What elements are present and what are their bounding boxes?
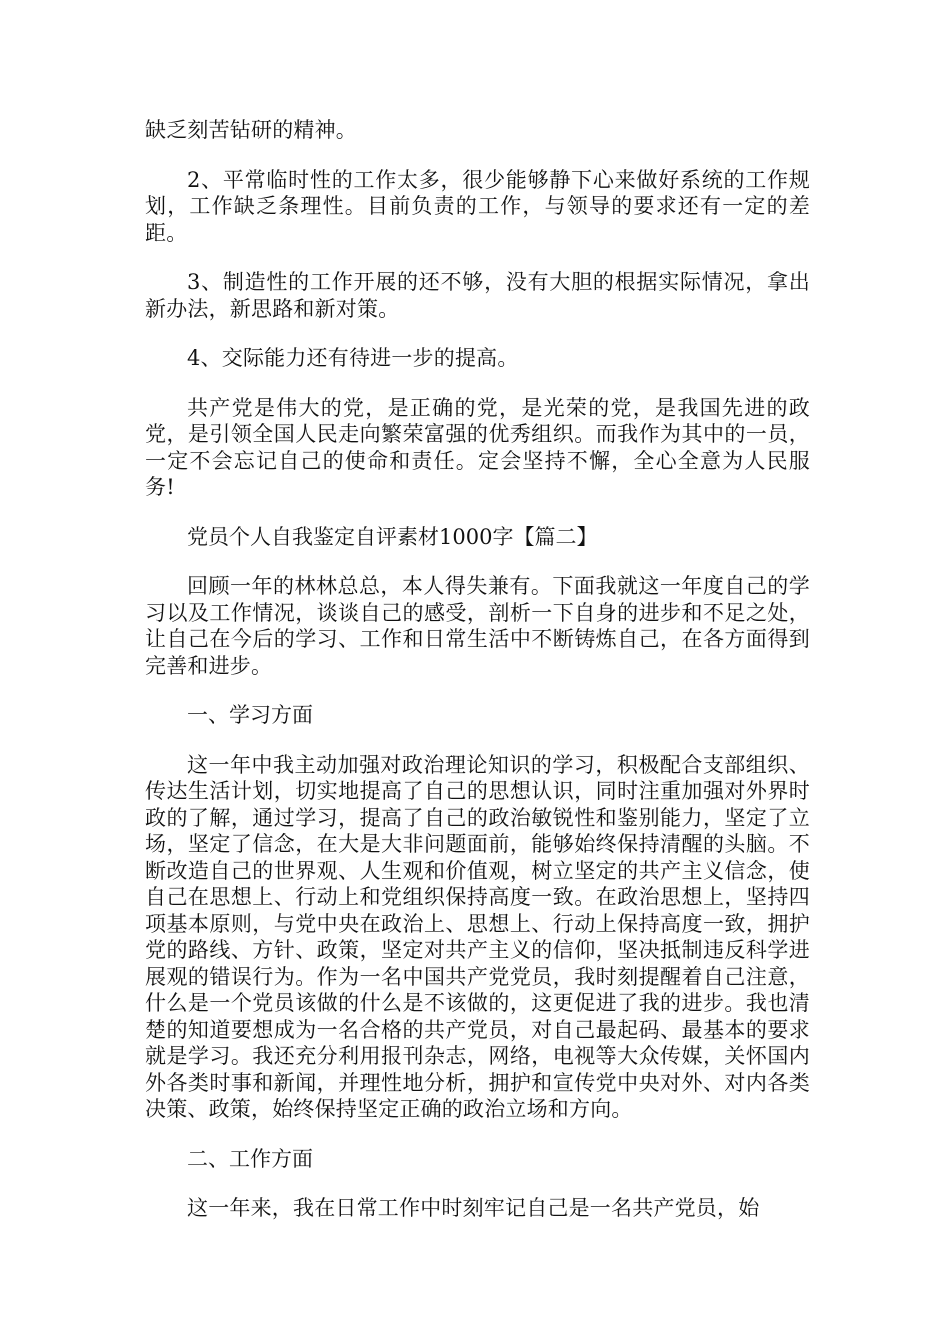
paragraph-conclusion: 共产党是伟大的党，是正确的党，是光荣的党，是我国先进的政党，是引领全国人民走向繁荣富强的优秀组织。而我作为其中的一员，一定不会忘记自己的使命和责任。定会坚持不懈，全心全意为人民服务!: [145, 395, 810, 499]
paragraph-intro: 回顾一年的林林总总，本人得失兼有。下面我就这一年度自己的学习以及工作情况，谈谈自己的感受，剖析一下自身的进步和不足之处，让自己在今后的学习、工作和日常生活中不断铸炼自己，在各方面得到完善和进步。: [145, 574, 810, 678]
paragraph-study: 这一年中我主动加强对政治理论知识的学习，积极配合支部组织、传达生活计划，切实地提高了自己的思想认识，同时注重加强对外界时政的了解，通过学习，提高了自己的政治敏锐性和鉴别能力，坚定了立场，坚定了信念，在大是大非问题面前，能够始终保持清醒的头脑。不断改造自己的世界观、人生观和价值观，树立坚定的共产主义信念，使自己在思想上、行动上和党组织保持高度一致。在政治思想上，坚持四项基本原则，与党中央在政治上、思想上、行动上保持高度一致，拥护党的路线、方针、政策，坚定对共产主义的信仰，坚决抵制违反科学进展观的错误行为。作为一名中国共产党党员，我时刻提醒着自己注意，什么是一个党员该做的什么是不该做的，这更促进了我的进步。我也清楚的知道要想成为一名合格的共产党员，对自己最起码、最基本的要求就是学习。我还充分利用报刊杂志，网络，电视等大众传媒，关怀国内外各类时事和新闻，并理性地分析，拥护和宣传党中央对外、对内各类决策、政策，始终保持坚定正确的政治立场和方向。: [145, 752, 810, 1121]
paragraph-item-3: 3、制造性的工作开展的还不够，没有大胆的根据实际情况，拿出新办法，新思路和新对策。: [145, 270, 810, 321]
heading-study: 一、学习方面: [187, 703, 313, 727]
section-title-part-two: 党员个人自我鉴定自评素材1000字【篇二】: [187, 524, 598, 549]
document-body: [145, 117, 810, 1245]
paragraph-work: 这一年来，我在日常工作中时刻牢记自己是一名共产党员，始: [187, 1196, 760, 1220]
paragraph-item-2: 2、平常临时性的工作太多，很少能够静下心来做好系统的工作规划，工作缺乏条理性。目前负责的工作，与领导的要求还有一定的差距。: [145, 167, 810, 245]
paragraph-continuation: 缺乏刻苦钻研的精神。: [145, 118, 357, 142]
paragraph-item-4: 4、交际能力还有待进一步的提高。: [187, 346, 519, 370]
heading-work: 二、工作方面: [187, 1146, 313, 1171]
